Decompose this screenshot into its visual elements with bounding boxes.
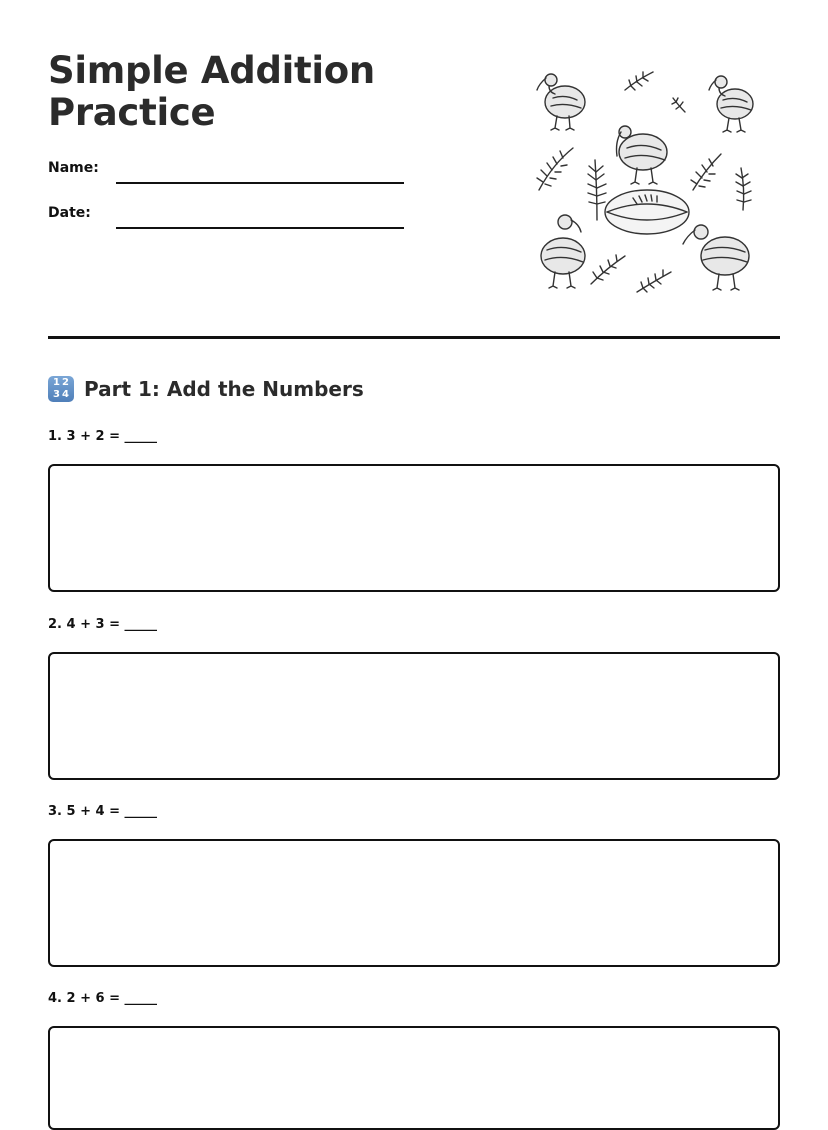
kiwi-illustration [525,60,765,300]
kiwi-bird-icon [617,126,668,184]
name-line[interactable] [116,182,404,184]
section-title: Part 1: Add the Numbers [84,377,364,401]
fern-leaf-icon [588,160,606,220]
question-label: 4. 2 + 6 = _____ [48,991,157,1006]
fern-leaf-icon [691,154,721,190]
kiwi-bird-icon [541,215,585,288]
answer-box[interactable] [48,1026,780,1130]
fern-leaf-icon [537,148,573,190]
fern-leaf-icon [672,98,685,112]
question-label: 3. 5 + 4 = _____ [48,804,157,819]
fern-leaf-icon [637,270,671,292]
date-label: Date: [48,205,91,221]
kiwi-bird-icon [683,225,749,290]
answer-box[interactable] [48,464,780,592]
answer-box[interactable] [48,652,780,780]
fern-leaf-icon [625,72,653,90]
fern-leaf-icon [736,168,751,210]
kiwi-bird-icon [537,74,585,130]
page-title: Simple Addition Practice [48,49,375,134]
question-label: 1. 3 + 2 = _____ [48,429,157,444]
date-line[interactable] [116,227,404,229]
date-field [48,205,408,229]
kiwi-bird-icon [709,76,753,132]
answer-box[interactable] [48,839,780,967]
input-numbers-icon: 1 2 3 4 [48,376,74,402]
fern-leaf-icon [591,255,625,284]
name-label: Name: [48,160,99,176]
rugby-ball-icon [605,190,689,234]
section-heading [48,374,364,404]
question-label: 2. 4 + 3 = _____ [48,617,157,632]
name-field [48,160,408,184]
header-divider [48,336,780,339]
